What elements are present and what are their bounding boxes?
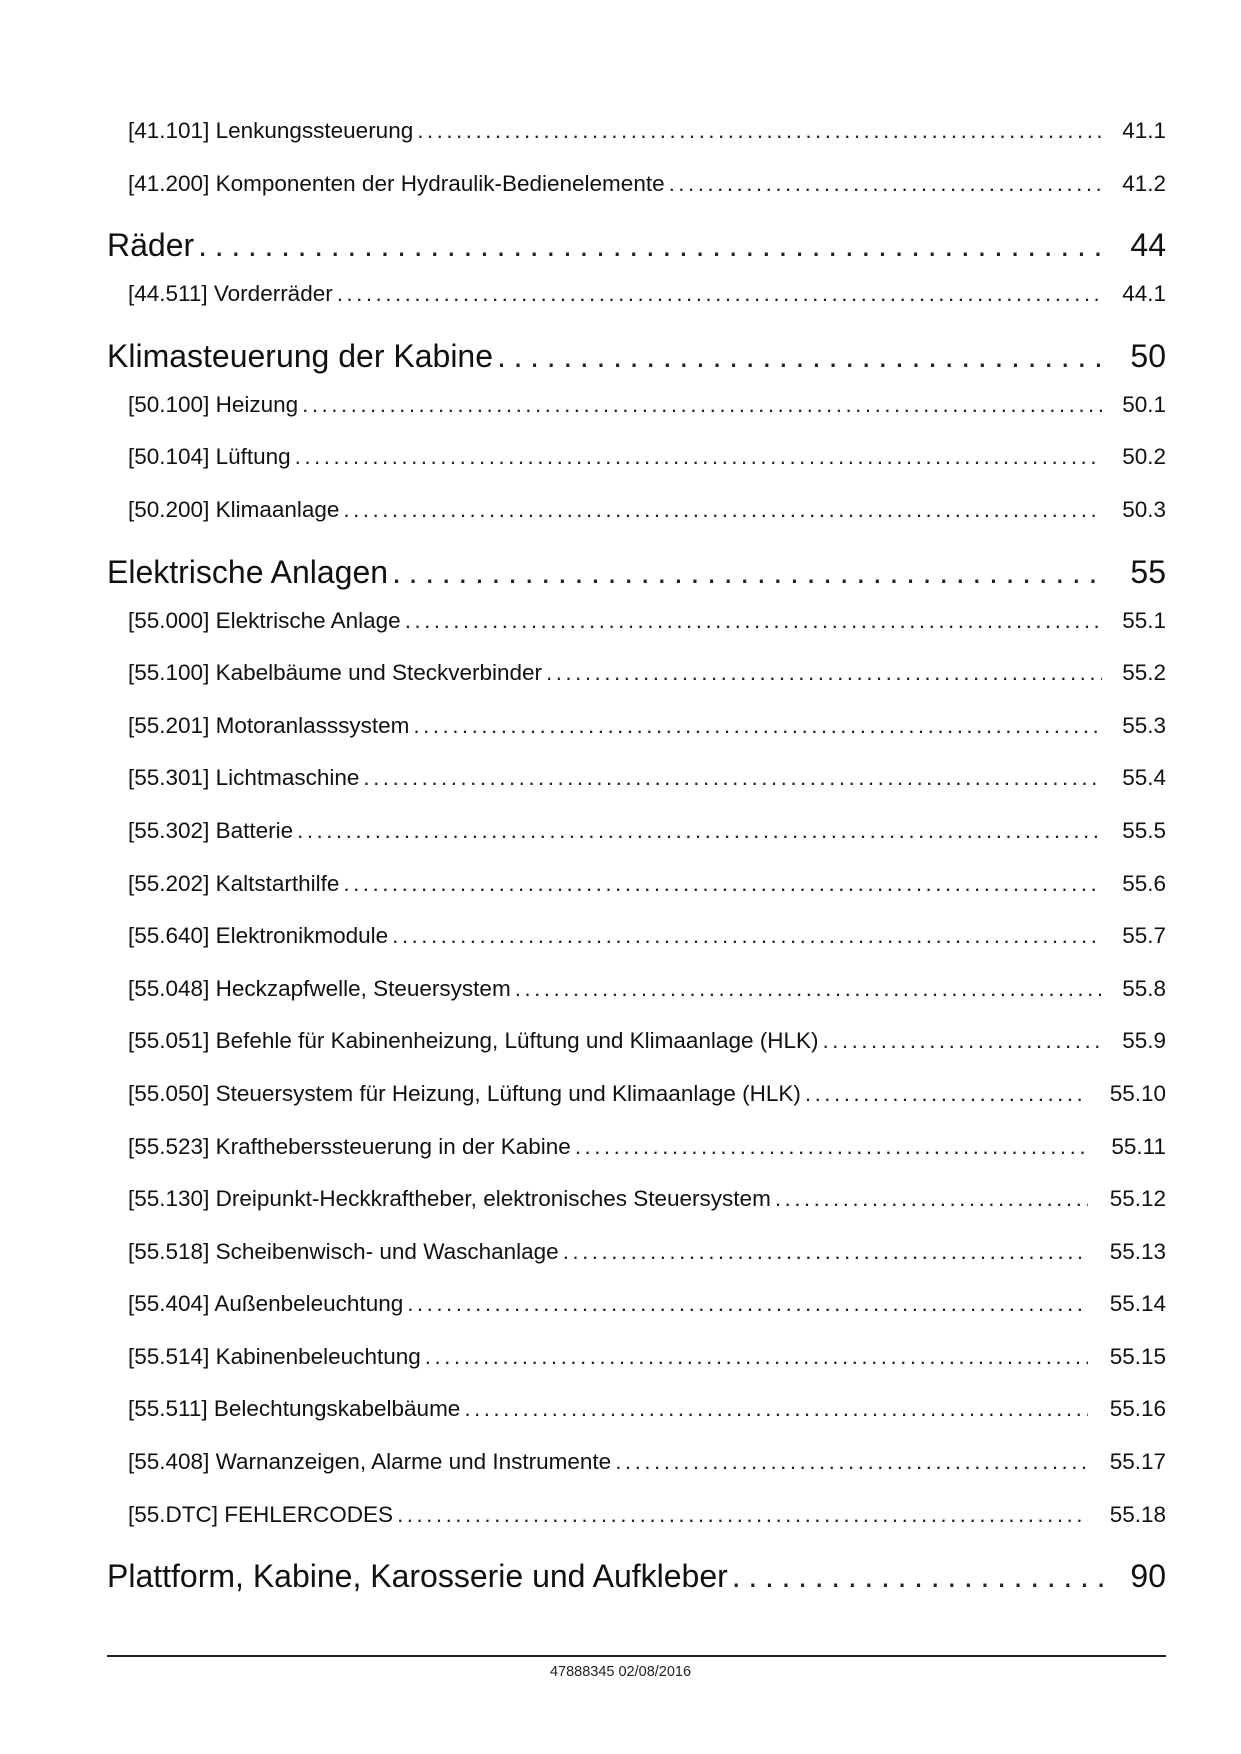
dot-leader — [425, 1344, 1088, 1370]
dot-leader — [669, 171, 1102, 197]
dot-leader — [497, 338, 1104, 375]
toc-page-number: 44 — [1130, 227, 1166, 264]
toc-section-title: [50.104] Lüftung — [128, 444, 291, 470]
toc-section-title: [55.511] Belechtungskabelbäume — [128, 1396, 461, 1422]
dot-leader — [405, 608, 1102, 634]
toc-chapter-title: Plattform, Kabine, Karosserie und Aufkleber — [107, 1558, 728, 1595]
toc-page-number: 55.15 — [1109, 1343, 1166, 1369]
toc-section-entry[interactable] — [107, 1291, 1166, 1344]
toc-section-title: [55.DTC] FEHLERCODES — [128, 1501, 394, 1527]
dot-leader — [392, 923, 1102, 949]
toc-section-entry[interactable] — [107, 923, 1166, 976]
toc-section-title: [50.200] Klimaanlage — [128, 496, 340, 522]
toc-page-number: 41.1 — [1122, 118, 1166, 143]
toc-page-number: 55.1 — [1122, 607, 1166, 633]
dot-leader — [575, 1134, 1088, 1160]
toc-page-number: 50.1 — [1122, 391, 1166, 417]
toc-section-title: [55.514] Kabinenbeleuchtung — [128, 1343, 421, 1369]
dot-leader — [822, 1028, 1102, 1054]
toc-page-number: 55.14 — [1109, 1291, 1166, 1317]
dot-leader — [563, 1239, 1088, 1265]
dot-leader — [732, 1558, 1104, 1595]
toc-section-entry[interactable] — [107, 1028, 1166, 1081]
toc-section-entry[interactable] — [107, 171, 1166, 224]
toc-section-entry[interactable] — [107, 976, 1166, 1029]
toc-section-entry[interactable] — [107, 1396, 1166, 1449]
dot-leader — [515, 976, 1102, 1002]
toc-page-number: 55.7 — [1122, 923, 1166, 949]
toc-section-entry[interactable] — [107, 818, 1166, 871]
toc-section-entry[interactable] — [107, 1081, 1166, 1134]
dot-leader — [407, 1291, 1088, 1317]
dot-leader — [198, 227, 1104, 264]
toc-section-title: [50.100] Heizung — [128, 391, 299, 417]
toc-section-title: [44.511] Vorderräder — [128, 281, 333, 307]
toc-chapter-title: Klimasteuerung der Kabine — [107, 337, 494, 374]
toc-page-number: 44.1 — [1122, 281, 1166, 307]
toc-section-title: [55.404] Außenbeleuchtung — [128, 1291, 404, 1317]
toc-section-title: [55.201] Motoranlasssystem — [128, 712, 410, 738]
dot-leader — [302, 392, 1102, 418]
toc-section-entry[interactable] — [107, 444, 1166, 497]
toc-page-number: 55.17 — [1109, 1449, 1166, 1475]
toc-section-entry[interactable] — [107, 713, 1166, 766]
toc-page-number: 55.10 — [1109, 1080, 1166, 1106]
toc-page-number: 50 — [1130, 337, 1166, 374]
toc-section-title: [41.101] Lenkungssteuerung — [128, 118, 414, 143]
dot-leader — [417, 118, 1102, 144]
toc-page-number: 55.6 — [1122, 870, 1166, 896]
toc-page-number: 55.13 — [1109, 1238, 1166, 1264]
dot-leader — [546, 660, 1102, 686]
dot-leader — [413, 713, 1102, 739]
dot-leader — [805, 1081, 1088, 1107]
toc-page-number: 55.9 — [1122, 1028, 1166, 1054]
toc-page-number: 55.5 — [1122, 817, 1166, 843]
dot-leader — [397, 1502, 1088, 1528]
dot-leader — [297, 818, 1102, 844]
toc-section-entry[interactable] — [107, 660, 1166, 713]
toc-section-title: [55.050] Steuersystem für Heizung, Lüftung und Klimaanlage (HLK) — [128, 1080, 801, 1106]
dot-leader — [295, 444, 1102, 470]
toc-page-number: 55.8 — [1122, 975, 1166, 1001]
toc-page-number: 55.4 — [1122, 765, 1166, 791]
toc-page-number: 55.18 — [1109, 1501, 1166, 1527]
toc-chapter-entry[interactable] — [107, 1554, 1166, 1612]
toc-section-entry[interactable] — [107, 1449, 1166, 1502]
toc-chapter-entry[interactable] — [107, 223, 1166, 281]
toc-page-number: 55.3 — [1122, 712, 1166, 738]
toc-section-entry[interactable] — [107, 871, 1166, 924]
toc-section-entry[interactable] — [107, 765, 1166, 818]
table-of-contents — [107, 118, 1166, 1612]
toc-section-title: [55.640] Elektronikmodule — [128, 923, 389, 949]
toc-section-entry[interactable] — [107, 1344, 1166, 1397]
toc-section-title: [55.051] Befehle für Kabinenheizung, Lüftung und Klimaanlage (HLK) — [128, 1028, 819, 1054]
toc-chapter-entry[interactable] — [107, 334, 1166, 392]
toc-chapter-title: Räder — [107, 227, 195, 264]
toc-page-number: 55.16 — [1109, 1396, 1166, 1422]
dot-leader — [615, 1449, 1088, 1475]
toc-section-entry[interactable] — [107, 1239, 1166, 1292]
dot-leader — [343, 871, 1102, 897]
toc-page-number: 55.12 — [1109, 1186, 1166, 1212]
toc-section-title: [55.130] Dreipunkt-Heckkraftheber, elektronisches Steuersystem — [128, 1186, 771, 1212]
toc-page-number: 50.3 — [1122, 496, 1166, 522]
dot-leader — [392, 554, 1104, 591]
toc-chapter-entry[interactable] — [107, 550, 1166, 608]
toc-section-title: [55.202] Kaltstarthilfe — [128, 870, 340, 896]
toc-section-entry[interactable] — [107, 497, 1166, 550]
dot-leader — [775, 1186, 1088, 1212]
toc-section-title: [55.302] Batterie — [128, 817, 294, 843]
toc-section-entry[interactable] — [107, 281, 1166, 334]
toc-section-title: [55.100] Kabelbäume und Steckverbinder — [128, 660, 543, 686]
toc-page-number: 55.11 — [1111, 1133, 1166, 1159]
toc-page-number: 55 — [1130, 553, 1166, 590]
toc-section-title: [55.000] Elektrische Anlage — [128, 607, 401, 633]
dot-leader — [464, 1396, 1088, 1422]
dot-leader — [363, 765, 1102, 791]
toc-section-title: [55.408] Warnanzeigen, Alarme und Instrumente — [128, 1449, 612, 1475]
toc-section-title: [41.200] Komponenten der Hydraulik-Bedienelemente — [128, 170, 665, 196]
toc-section-entry[interactable] — [107, 392, 1166, 445]
toc-chapter-title: Elektrische Anlagen — [107, 553, 389, 590]
dot-leader — [337, 281, 1102, 307]
toc-page-number: 90 — [1130, 1558, 1166, 1595]
dot-leader — [343, 497, 1102, 523]
toc-section-entry[interactable] — [107, 1134, 1166, 1187]
toc-section-entry[interactable] — [107, 1186, 1166, 1239]
toc-section-entry[interactable] — [107, 118, 1166, 171]
toc-section-entry[interactable] — [107, 1502, 1166, 1555]
footer-divider — [107, 1655, 1166, 1657]
toc-section-entry[interactable] — [107, 608, 1166, 661]
toc-page-number: 50.2 — [1122, 444, 1166, 470]
toc-page-number: 41.2 — [1122, 170, 1166, 196]
toc-section-title: [55.048] Heckzapfwelle, Steuersystem — [128, 975, 511, 1001]
toc-section-title: [55.518] Scheibenwisch- und Waschanlage — [128, 1238, 559, 1264]
toc-section-title: [55.301] Lichtmaschine — [128, 765, 360, 791]
footer-doc-number: 47888345 02/08/2016 — [549, 1664, 692, 1680]
toc-section-title: [55.523] Kraftheberssteuerung in der Kabine — [128, 1133, 571, 1159]
toc-page-number: 55.2 — [1122, 660, 1166, 686]
